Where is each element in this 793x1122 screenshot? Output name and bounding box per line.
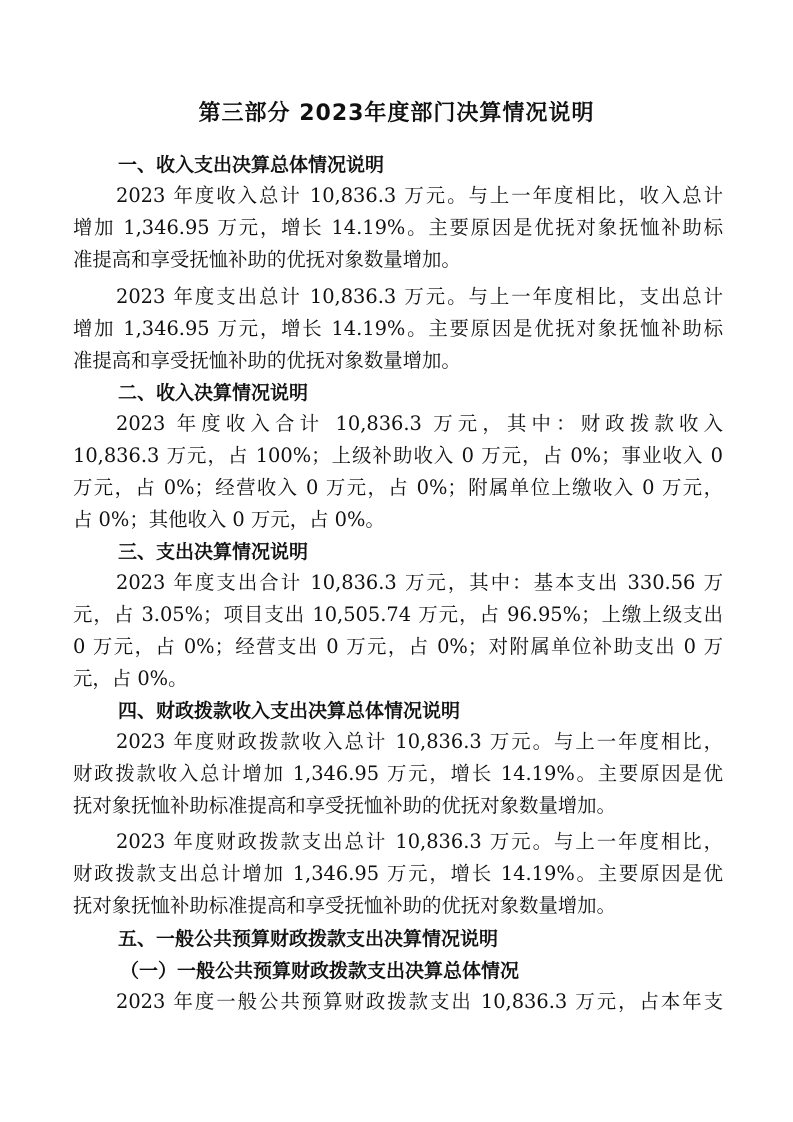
paragraph-2-1 <box>73 408 723 536</box>
paragraph-line: 抚对象抚恤补助标准提高和享受抚恤补助的优抚对象数量增加。 <box>73 894 616 917</box>
paragraph-line: 增加 1,346.95 万元，增长 14.19%。主要原因是优抚对象抚恤补助标 <box>73 317 723 340</box>
paragraph-1-2 <box>73 281 723 377</box>
paragraph-5-1 <box>73 986 723 1018</box>
paragraph-3-1 <box>73 567 723 695</box>
paragraph-line: 元，占 0%。 <box>73 667 188 690</box>
paragraph-4-2 <box>73 826 723 922</box>
paragraph-line: 占 0%；其他收入 0 万元，占 0%。 <box>73 508 385 531</box>
paragraph-line: 2023 年度收入总计 10,836.3 万元。与上一年度相比，收入总计 <box>116 184 723 207</box>
section-heading-5: 五、一般公共预算财政拨款支出决算情况说明 <box>118 928 499 950</box>
section-heading-1: 一、收入支出决算总体情况说明 <box>118 154 385 176</box>
paragraph-line: 万元，占 0%；经营收入 0 万元，占 0%；附属单位上缴收入 0 万元， <box>73 476 723 499</box>
page-title: 第三部分 2023年度部门决算情况说明 <box>198 101 595 126</box>
paragraph-line: 2023 年度财政拨款支出总计 10,836.3 万元。与上一年度相比， <box>116 830 723 853</box>
paragraph-line: 10,836.3 万元，占 100%；上级补助收入 0 万元，占 0%；事业收入 0 <box>73 444 723 467</box>
paragraph-line: 0 万元，占 0%；经营支出 0 万元，占 0%；对附属单位补助支出 0 万 <box>73 635 723 658</box>
paragraph-4-1 <box>73 726 723 822</box>
paragraph-line: 2023 年度支出合计 10,836.3 万元，其中：基本支出 330.56 万 <box>116 571 723 594</box>
paragraph-line: 增加 1,346.95 万元，增长 14.19%。主要原因是优抚对象抚恤补助标 <box>73 216 723 239</box>
section-heading-2: 二、收入决算情况说明 <box>118 382 309 404</box>
paragraph-line: 财政拨款支出总计增加 1,346.95 万元，增长 14.19%。主要原因是优 <box>73 862 723 885</box>
paragraph-line: 抚对象抚恤补助标准提高和享受抚恤补助的优抚对象数量增加。 <box>73 794 616 817</box>
paragraph-line: 2023 年度收入合计 10,836.3 万元，其中：财政拨款收入 <box>116 412 723 435</box>
paragraph-line: 元，占 3.05%；项目支出 10,505.74 万元，占 96.95%；上缴上级支出 <box>73 603 723 626</box>
paragraph-line: 2023 年度支出总计 10,836.3 万元。与上一年度相比，支出总计 <box>116 285 723 308</box>
paragraph-line: 2023 年度财政拨款收入总计 10,836.3 万元。与上一年度相比， <box>116 730 723 753</box>
subsection-heading-5-1: （一）一般公共预算财政拨款支出决算总体情况 <box>120 960 520 982</box>
paragraph-1-1 <box>73 180 723 276</box>
paragraph-line: 2023 年度一般公共预算财政拨款支出 10,836.3 万元，占本年支 <box>116 990 723 1013</box>
section-heading-4: 四、财政拨款收入支出决算总体情况说明 <box>118 700 461 722</box>
paragraph-line: 准提高和享受抚恤补助的优抚对象数量增加。 <box>73 248 461 271</box>
section-heading-3: 三、支出决算情况说明 <box>118 541 309 563</box>
paragraph-line: 准提高和享受抚恤补助的优抚对象数量增加。 <box>73 349 461 372</box>
paragraph-line: 财政拨款收入总计增加 1,346.95 万元，增长 14.19%。主要原因是优 <box>73 762 723 785</box>
